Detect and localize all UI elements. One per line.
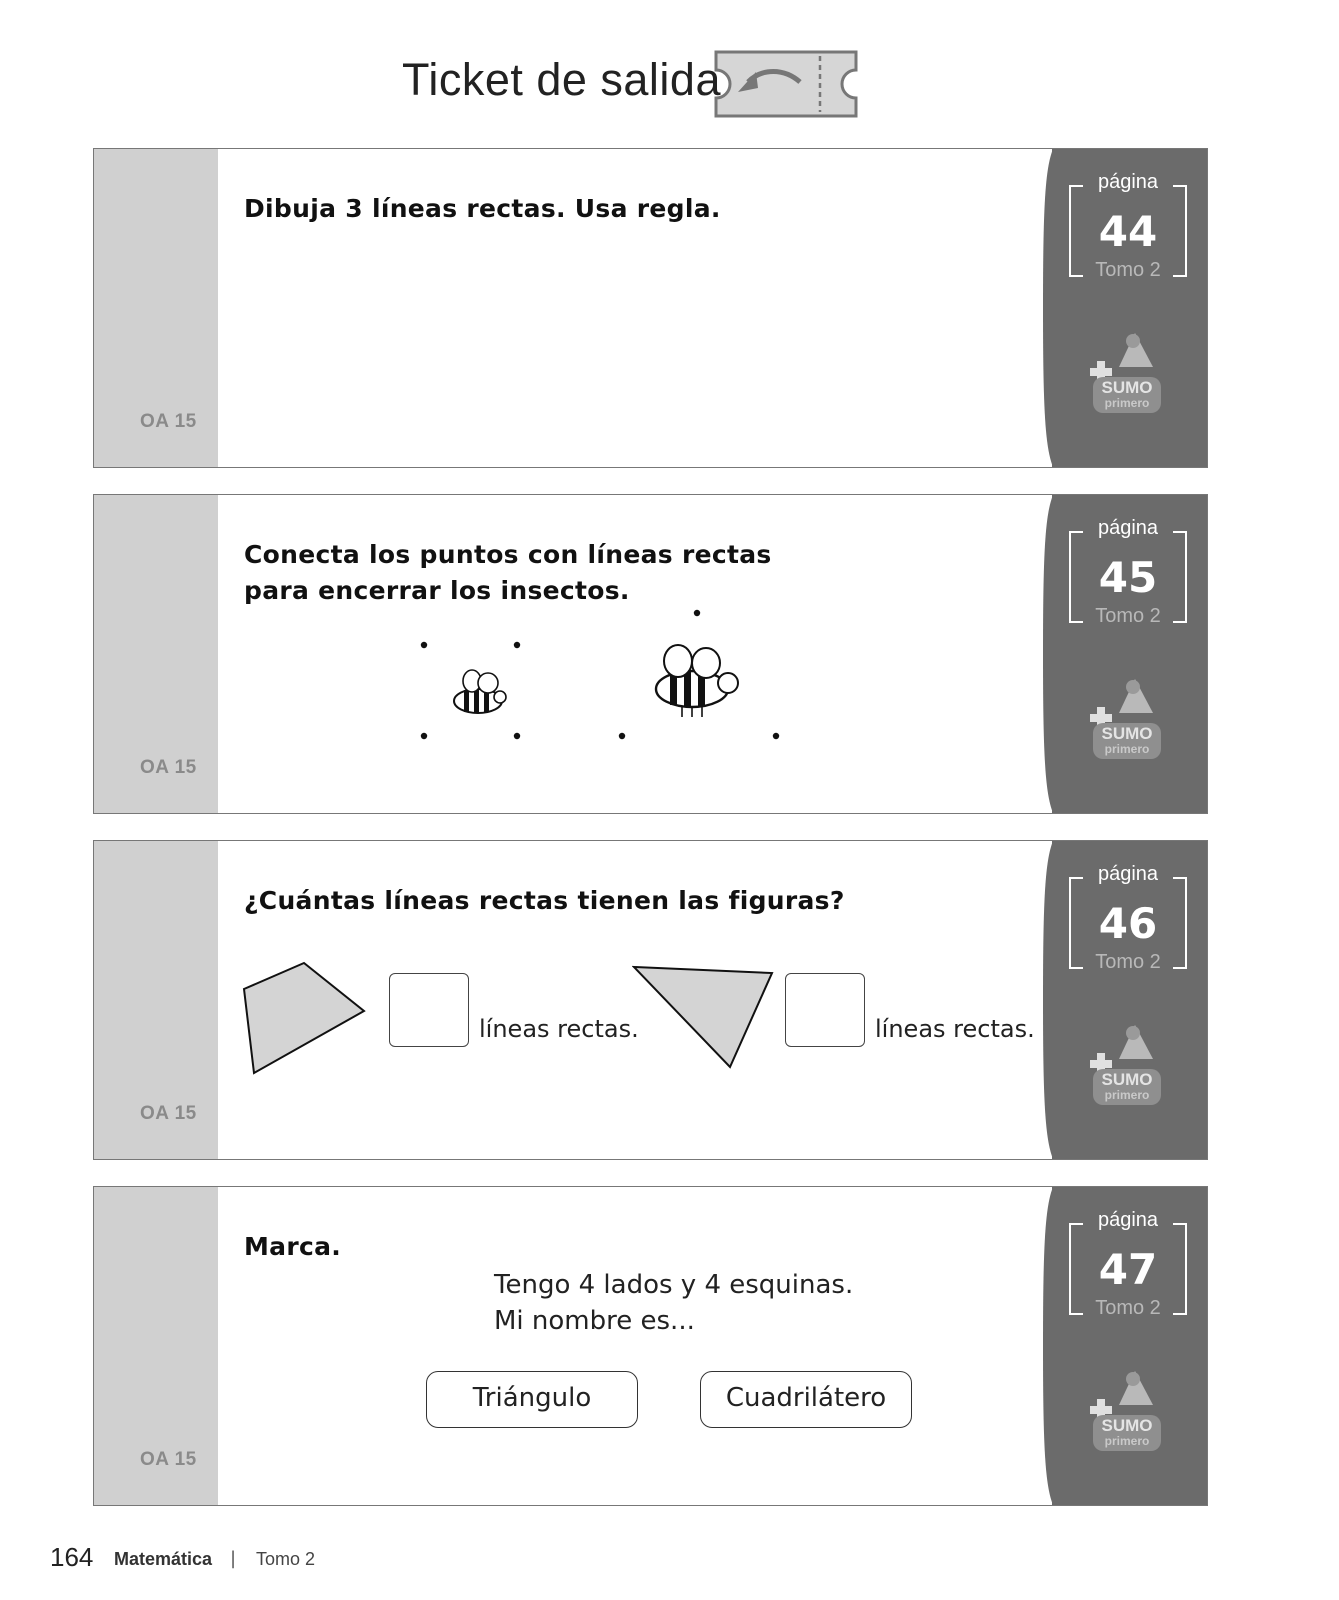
instruction-line-1: Conecta los puntos con líneas rectas bbox=[244, 540, 772, 569]
logo-sumo-text: SUMO bbox=[1101, 724, 1153, 743]
logo-mascot-icon bbox=[1089, 327, 1169, 383]
page-reference bbox=[1069, 863, 1187, 973]
small-bee-icon bbox=[454, 670, 506, 713]
logo-badge bbox=[1093, 377, 1161, 413]
instruction: Marca. bbox=[244, 1232, 342, 1261]
dot bbox=[421, 642, 427, 648]
footer-subject: Matemática bbox=[114, 1549, 213, 1569]
riddle-line-1: Tengo 4 lados y 4 esquinas. bbox=[494, 1270, 854, 1300]
page-label: página bbox=[1093, 517, 1163, 540]
dot bbox=[514, 642, 520, 648]
oa-code: OA 15 bbox=[140, 1449, 197, 1470]
logo-sumo-text: SUMO bbox=[1101, 1070, 1153, 1089]
sumo-primero-logo bbox=[1089, 673, 1169, 763]
logo-primero-text: primero bbox=[1104, 1434, 1150, 1448]
logo-sumo-text: SUMO bbox=[1101, 378, 1153, 397]
sumo-primero-logo bbox=[1089, 327, 1169, 417]
answer-box-2[interactable] bbox=[785, 973, 865, 1047]
page-reference bbox=[1069, 517, 1187, 627]
answer-suffix-1: líneas rectas. bbox=[479, 1015, 639, 1043]
riddle-text bbox=[494, 1267, 853, 1339]
dot bbox=[514, 733, 520, 739]
riddle-line-2: Mi nombre es... bbox=[494, 1306, 695, 1336]
page-number: 44 bbox=[1098, 207, 1158, 256]
page-number: 45 bbox=[1098, 553, 1158, 602]
exit-ticket-card-4 bbox=[93, 1186, 1208, 1506]
page-number: 46 bbox=[1098, 899, 1158, 948]
tomo-label: Tomo 2 bbox=[1088, 1297, 1168, 1320]
footer-separator: | bbox=[230, 1548, 237, 1569]
exit-ticket-card-3 bbox=[93, 840, 1208, 1160]
tomo-label: Tomo 2 bbox=[1088, 259, 1168, 282]
page-tab bbox=[1052, 149, 1207, 467]
logo-badge bbox=[1093, 723, 1161, 759]
ticket-icon bbox=[712, 48, 860, 120]
instruction: ¿Cuántas líneas rectas tienen las figuras? bbox=[244, 886, 845, 915]
instruction: Dibuja 3 líneas rectas. Usa regla. bbox=[244, 194, 721, 223]
logo-primero-text: primero bbox=[1104, 742, 1150, 756]
dot bbox=[773, 733, 779, 739]
logo-sumo-text: SUMO bbox=[1101, 1416, 1153, 1435]
logo-primero-text: primero bbox=[1104, 1088, 1150, 1102]
answer-box-1[interactable] bbox=[389, 973, 469, 1047]
page-label: página bbox=[1093, 863, 1163, 886]
exit-ticket-card-1 bbox=[93, 148, 1208, 468]
answer-suffix-2: líneas rectas. bbox=[875, 1015, 1035, 1043]
quadrilateral-shape bbox=[242, 961, 368, 1079]
tomo-label: Tomo 2 bbox=[1088, 605, 1168, 628]
tab-notch bbox=[1041, 495, 1065, 813]
dot bbox=[619, 733, 625, 739]
page-label: página bbox=[1093, 171, 1163, 194]
page-tab bbox=[1052, 1187, 1207, 1505]
page-number: 47 bbox=[1098, 1245, 1158, 1294]
page-tab bbox=[1052, 841, 1207, 1159]
exit-ticket-card-2 bbox=[93, 494, 1208, 814]
option-cuadrilatero-button[interactable]: Cuadrilátero bbox=[700, 1371, 912, 1428]
sumo-primero-logo bbox=[1089, 1019, 1169, 1109]
page-label: página bbox=[1093, 1209, 1163, 1232]
footer-tomo: Tomo 2 bbox=[256, 1549, 316, 1569]
dot bbox=[694, 610, 700, 616]
logo-mascot-icon bbox=[1089, 1019, 1169, 1075]
logo-mascot-icon bbox=[1089, 673, 1169, 729]
tab-notch bbox=[1041, 841, 1065, 1159]
logo-badge bbox=[1093, 1415, 1161, 1451]
oa-code: OA 15 bbox=[140, 757, 197, 778]
logo-mascot-icon bbox=[1089, 1365, 1169, 1421]
dot bbox=[421, 733, 427, 739]
footer-page-number: 164 bbox=[50, 1542, 94, 1572]
page-reference bbox=[1069, 1209, 1187, 1319]
sumo-primero-logo bbox=[1089, 1365, 1169, 1455]
big-bee-icon bbox=[656, 645, 738, 717]
tomo-label: Tomo 2 bbox=[1088, 951, 1168, 974]
logo-badge bbox=[1093, 1069, 1161, 1105]
tab-notch bbox=[1041, 149, 1065, 467]
instruction-line-2: para encerrar los insectos. bbox=[244, 576, 630, 605]
page-footer bbox=[50, 1542, 550, 1572]
insects-dots-figure bbox=[394, 595, 814, 765]
page-title: Ticket de salida bbox=[402, 54, 721, 105]
page-header bbox=[0, 44, 1339, 124]
option-triangulo-button[interactable]: Triángulo bbox=[426, 1371, 638, 1428]
oa-code: OA 15 bbox=[140, 1103, 197, 1124]
logo-primero-text: primero bbox=[1104, 396, 1150, 410]
page-tab bbox=[1052, 495, 1207, 813]
triangle-shape bbox=[632, 965, 776, 1071]
tab-notch bbox=[1041, 1187, 1065, 1505]
oa-code: OA 15 bbox=[140, 411, 197, 432]
page-reference bbox=[1069, 171, 1187, 281]
